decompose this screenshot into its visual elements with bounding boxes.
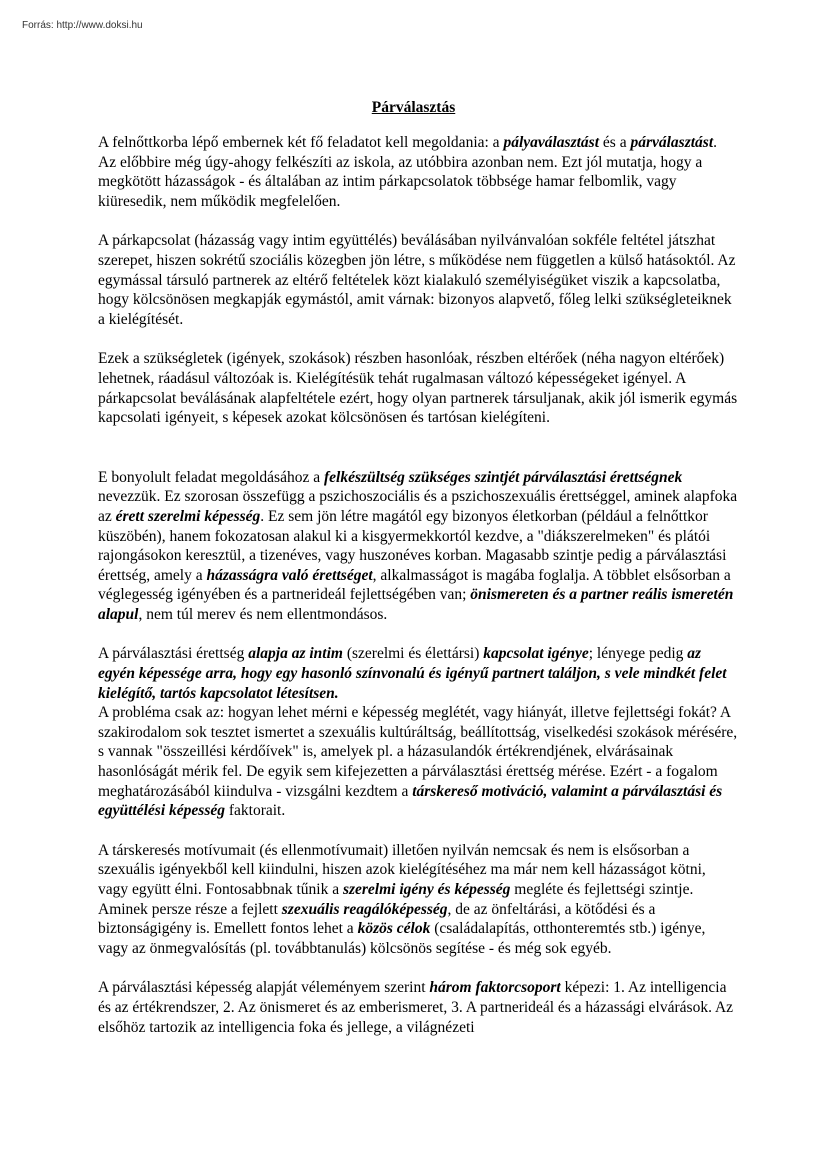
text-run: A társkeresés motívumait (és ellenmotívumait) illetően nyilván nemcsak és nem is elsősorban a szexuális igényekből kell kiindulni, hiszen azok kielégítéséhez ma már nem kell házasságot kötni, vagy együtt élni. Fontosabbnak tűnik a (98, 841, 706, 898)
text-run: E bonyolult feladat megoldásához a (98, 468, 324, 486)
document-body (98, 133, 738, 1037)
paragraph (98, 349, 738, 427)
emphasis-text: szerelmi igény és képesség (342, 881, 511, 898)
paragraph (98, 133, 738, 211)
text-run: képezi: 1. Az intelligencia és az értékrendszer, 2. Az önismeret és az emberismeret, 3. A partnerideál és a házassági elvárások. Az elsőhöz tartozik az intelligencia foka és jellege, a világnézeti (98, 979, 734, 1036)
text-run: A párkapcsolat (házasság vagy intim együttélés) beválásában nyilvánvalóan sokféle feltétel játszhat szerepet, hiszen sokrétű szociális közegben jön létre, s működése nem független a külső hatásoktól. Az egymással társuló partnerek az eltérő feltételek közt kialakuló személyiségüket viszik a kapcsolatba, hogy kölcsönösen megkapják egymástól, amit várnak: bizonyos alapvető, főleg lelki szükségleteiknek a kielégítését. (98, 232, 736, 328)
emphasis-text: szexuális reagálóképesség (281, 900, 448, 918)
emphasis-text: önismereten és a partner reális ismeretén alapul (98, 586, 734, 623)
emphasis-text: három faktorcsoport (429, 979, 561, 997)
text-run: A felnőttkorba lépő embernek két fő feladatot kell megoldania: a (98, 134, 504, 151)
text-run: Ezek a szükségletek (igények, szokások) részben hasonlóak, részben eltérőek (néha nagyon eltérőek) lehetnek, ráadásul változóak is. Kielégítésük tehát rugalmasan változó képességeket igényel. A párkapcsolat beválásának alapfeltétele ezért, hogy olyan partnerek társuljanak, akik jól ismerik egymás kapcsolati igényeit, s képesek azokat kölcsönösen és tartósan kielégíteni. (98, 350, 738, 427)
emphasis-text: párválasztást (630, 134, 714, 151)
text-run: nevezzük. Ez szorosan összefügg a pszichoszociális és a pszichoszexuális érettséggel, aminek alapfoka az (98, 488, 738, 525)
paragraph (98, 468, 738, 625)
text-run: . Ez sem jön létre magától egy bizonyos életkorban (például a felnőttkor küszöbén), hanem fokozatosan alakul ki a kisgyermekkortól kezdve, a "diákszerelmeken" és plátói rajongásokon keresztül, a tizenéves, vagy huszonéves korban. Magasabb szintje pedig a párválasztási érettség, amely a (98, 507, 727, 584)
emphasis-text: alapja az intim (248, 645, 343, 663)
text-run: , de az önfeltárási, a kötődési és a biztonságigény is. Emellett fontos lehet a (98, 900, 656, 938)
emphasis-text: érett szerelmi képesség (115, 507, 261, 525)
text-run: és a (599, 134, 631, 151)
emphasis-text: társkereső motiváció, valamint a párválasztási és együttélési képesség (98, 782, 723, 820)
text-run: A párválasztási képesség alapját véleményem szerint (98, 979, 430, 997)
text-run: , alkalmasságot is magába foglalja. A többlet elsősorban a véglegesség igényében és a partnerideál fejlettségében van; (98, 566, 731, 604)
text-run: (családalapítás, otthonteremtés stb.) igénye, vagy az önmegvalósítás (pl. továbbtanulás) kölcsönös segítése - és még sok egyéb. (98, 920, 706, 957)
source-note: Forrás: http://www.doksi.hu (22, 20, 143, 31)
text-run: megléte és fejlettségi szintje. Aminek persze része a fejlett (98, 881, 694, 918)
emphasis-text: közös célok (357, 920, 431, 938)
paragraph (98, 231, 738, 329)
paragraph (98, 841, 738, 959)
text-run: A probléma csak az: hogyan lehet mérni e képesség meglétét, vagy hiányát, illetve fejlettségi fokát? A szakirodalom sok tesztet ismertet a szexuális kultúráltság, beállítottság, viselkedési szokások mérésére, s vannak "összeillési kérdőívek" is, amelyek pl. a házasulandók értékrendjének, elvárásainak hasonlóságát mérik fel. De egyik sem kifejezetten a párválasztási érettség mérése. Ezért - a fogalom meghatározásából kiindulva - vizsgálni kezdtem a (98, 704, 738, 800)
page-title: Párválasztás (371, 99, 456, 116)
emphasis-text: az egyén képessége arra, hogy egy hasonló színvonalú és igényű partnert találjon, s vele mindkét felet kielégítő, tartós kapcsolatot létesítsen. (98, 645, 727, 702)
text-run: faktorait. (224, 802, 286, 820)
emphasis-text: felkészültség szükséges szintjét párválasztási érettségnek (323, 468, 683, 486)
paragraph (98, 644, 738, 703)
text-run: . Az előbbire még úgy-ahogy felkészíti az iskola, az utóbbira azonban nem. Ezt jól mutatja, hogy a megkötött házasságok - és általában az intim párkapcsolatok többsége hamar felbomlik, vagy kiüresedik, nem működik megfelelően. (98, 134, 718, 210)
emphasis-text: pályaválasztást (503, 134, 600, 151)
paragraph (98, 703, 738, 821)
text-run: A párválasztási érettség (98, 645, 249, 663)
emphasis-text: házasságra való érettséget (206, 566, 373, 584)
text-run: , nem túl merev és nem ellentmondásos. (138, 605, 388, 623)
paragraph (98, 978, 738, 1037)
text-run: ; lényege pedig (588, 645, 688, 663)
text-run: (szerelmi és élettársi) (342, 645, 484, 663)
emphasis-text: kapcsolat igénye (483, 645, 589, 663)
